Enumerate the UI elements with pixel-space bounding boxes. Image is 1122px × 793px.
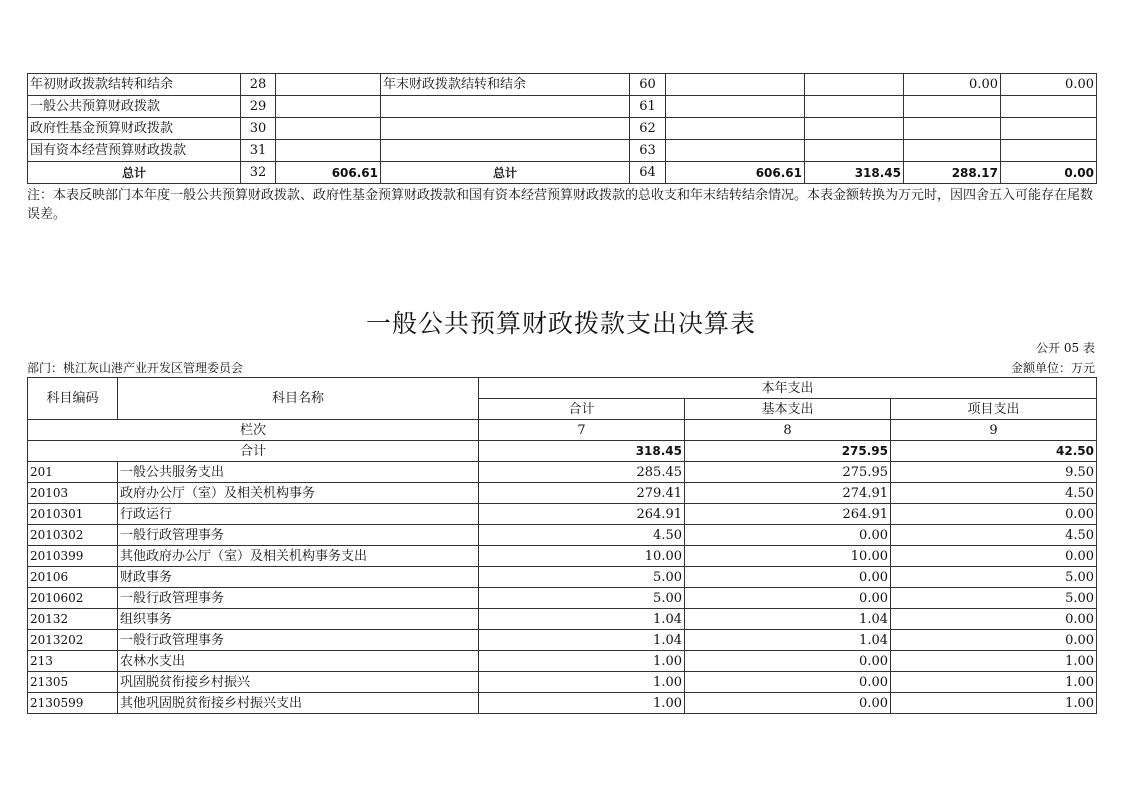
subject-name: 农林水支出: [118, 651, 479, 672]
expense-project: 4.50: [891, 483, 1097, 504]
table-row: [28, 567, 1097, 588]
expense-basic: 0.00: [685, 693, 891, 714]
subject-name: 其他巩固脱贫衔接乡村振兴支出: [118, 693, 479, 714]
subject-code: 2010302: [28, 525, 118, 546]
total-left-label: 总计: [28, 162, 241, 184]
amount-unit-label: 金额单位：万元: [1010, 361, 1095, 375]
department-label: 部门：桃江灰山港产业开发区管理委员会: [27, 361, 244, 375]
subject-code: 2130599: [28, 693, 118, 714]
amount-general: [805, 74, 904, 96]
total-left-amount: 606.61: [276, 162, 381, 184]
amount-general: [805, 96, 904, 118]
amount-total: [666, 118, 805, 140]
left-amount: [276, 74, 381, 96]
subject-name: 财政事务: [118, 567, 479, 588]
subject-code: 20106: [28, 567, 118, 588]
expense-total: 285.45: [479, 462, 685, 483]
subject-name: 政府办公厅（室）及相关机构事务: [118, 483, 479, 504]
subject-name: 一般行政管理事务: [118, 588, 479, 609]
left-line-no: 29: [241, 96, 276, 118]
header-subject-code: 科目编码: [28, 378, 118, 420]
expense-basic: 0.00: [685, 588, 891, 609]
income-expense-summary-table: [27, 73, 1097, 184]
expense-total: 1.00: [479, 651, 685, 672]
expense-project: 0.00: [891, 630, 1097, 651]
right-line-no: 60: [630, 74, 666, 96]
subject-code: 20103: [28, 483, 118, 504]
amount-general: [805, 140, 904, 162]
expense-basic: 275.95: [685, 462, 891, 483]
expense-project: 1.00: [891, 651, 1097, 672]
expense-basic: 264.91: [685, 504, 891, 525]
amount-capital: 0.00: [1001, 74, 1097, 96]
table-row: [28, 609, 1097, 630]
amount-fund: 0.00: [904, 74, 1001, 96]
subject-code: 2010301: [28, 504, 118, 525]
left-label: 一般公共预算财政拨款: [28, 96, 241, 118]
table-row: [28, 693, 1097, 714]
amount-general: [805, 118, 904, 140]
left-line-no: 31: [241, 140, 276, 162]
expense-total: 4.50: [479, 525, 685, 546]
amount-total: [666, 140, 805, 162]
column-index-basic: 8: [685, 420, 891, 441]
total-amount-total: 606.61: [666, 162, 805, 184]
left-label: 年初财政拨款结转和结余: [28, 74, 241, 96]
amount-capital: [1001, 96, 1097, 118]
subject-code: 213: [28, 651, 118, 672]
subject-code: 20132: [28, 609, 118, 630]
expense-project: 0.00: [891, 609, 1097, 630]
amount-fund: [904, 118, 1001, 140]
left-amount: [276, 140, 381, 162]
total-right-label: 总计: [381, 162, 630, 184]
table-row: [28, 504, 1097, 525]
sum-total: 318.45: [479, 441, 685, 462]
table-row: [28, 483, 1097, 504]
column-index-project: 9: [891, 420, 1097, 441]
left-line-no: 30: [241, 118, 276, 140]
subject-name: 其他政府办公厅（室）及相关机构事务支出: [118, 546, 479, 567]
expense-total: 279.41: [479, 483, 685, 504]
total-left-line-no: 32: [241, 162, 276, 184]
amount-fund: [904, 96, 1001, 118]
expense-project: 1.00: [891, 693, 1097, 714]
total-row: [28, 162, 1097, 184]
expense-project: 5.00: [891, 567, 1097, 588]
subject-name: 一般行政管理事务: [118, 525, 479, 546]
table-row: [28, 462, 1097, 483]
expense-basic: 0.00: [685, 567, 891, 588]
subject-name: 行政运行: [118, 504, 479, 525]
report-title: 一般公共预算财政拨款支出决算表: [365, 309, 756, 338]
table-row: [28, 140, 1097, 162]
sum-basic: 275.95: [685, 441, 891, 462]
table-row: [28, 651, 1097, 672]
expense-total: 1.04: [479, 630, 685, 651]
header-total: 合计: [479, 399, 685, 420]
left-label: 政府性基金预算财政拨款: [28, 118, 241, 140]
amount-fund: [904, 140, 1001, 162]
amount-total: [666, 74, 805, 96]
header-project: 项目支出: [891, 399, 1097, 420]
expense-basic: 0.00: [685, 672, 891, 693]
total-amount-fund: 288.17: [904, 162, 1001, 184]
subject-name: 一般行政管理事务: [118, 630, 479, 651]
expenditure-table: [27, 377, 1097, 714]
amount-capital: [1001, 140, 1097, 162]
expense-total: 5.00: [479, 588, 685, 609]
expense-total: 10.00: [479, 546, 685, 567]
right-label: [381, 118, 630, 140]
amount-capital: [1001, 118, 1097, 140]
expense-project: 0.00: [891, 504, 1097, 525]
expense-total: 1.00: [479, 672, 685, 693]
subject-code: 2013202: [28, 630, 118, 651]
right-line-no: 62: [630, 118, 666, 140]
table-row: [28, 672, 1097, 693]
summary-table-body: [28, 74, 1097, 184]
subject-code: 201: [28, 462, 118, 483]
expense-project: 9.50: [891, 462, 1097, 483]
table-row: [28, 630, 1097, 651]
total-right-line-no: 64: [630, 162, 666, 184]
expense-basic: 0.00: [685, 525, 891, 546]
table-row: [28, 588, 1097, 609]
right-label: 年末财政拨款结转和结余: [381, 74, 630, 96]
right-line-no: 63: [630, 140, 666, 162]
expense-basic: 10.00: [685, 546, 891, 567]
column-index-total: 7: [479, 420, 685, 441]
table-note: 注：本表反映部门本年度一般公共预算财政拨款、政府性基金预算财政拨款和国有资本经营预算财政拨款的总收支和年末结转结余情况。本表金额转换为万元时，因四舍五入可能存在尾数误差。: [27, 188, 1094, 222]
expense-total: 5.00: [479, 567, 685, 588]
right-line-no: 61: [630, 96, 666, 118]
amount-total: [666, 96, 805, 118]
header-subject-name: 科目名称: [118, 378, 479, 420]
sum-project: 42.50: [891, 441, 1097, 462]
right-label: [381, 140, 630, 162]
expense-project: 5.00: [891, 588, 1097, 609]
column-index-label: 栏次: [28, 420, 479, 441]
table-row: [28, 96, 1097, 118]
sum-row-label: 合计: [28, 441, 479, 462]
subject-code: 2010399: [28, 546, 118, 567]
left-amount: [276, 118, 381, 140]
expense-total: 1.00: [479, 693, 685, 714]
subject-code: 21305: [28, 672, 118, 693]
total-amount-general: 318.45: [805, 162, 904, 184]
subject-code: 2010602: [28, 588, 118, 609]
expense-basic: 0.00: [685, 651, 891, 672]
table-number: 公开 05 表: [1036, 341, 1095, 355]
expense-project: 0.00: [891, 546, 1097, 567]
expense-total: 264.91: [479, 504, 685, 525]
table-row: [28, 118, 1097, 140]
subject-name: 一般公共服务支出: [118, 462, 479, 483]
left-amount: [276, 96, 381, 118]
table-row: [28, 74, 1097, 96]
total-amount-capital: 0.00: [1001, 162, 1097, 184]
expenditure-table-body: [28, 462, 1097, 714]
expense-basic: 1.04: [685, 609, 891, 630]
header-basic: 基本支出: [685, 399, 891, 420]
expense-project: 1.00: [891, 672, 1097, 693]
left-line-no: 28: [241, 74, 276, 96]
left-label: 国有资本经营预算财政拨款: [28, 140, 241, 162]
expense-basic: 1.04: [685, 630, 891, 651]
table-row: [28, 525, 1097, 546]
header-current-year-expense: 本年支出: [479, 378, 1097, 399]
expense-project: 4.50: [891, 525, 1097, 546]
right-label: [381, 96, 630, 118]
subject-name: 组织事务: [118, 609, 479, 630]
expense-basic: 274.91: [685, 483, 891, 504]
expense-total: 1.04: [479, 609, 685, 630]
table-row: [28, 546, 1097, 567]
subject-name: 巩固脱贫衔接乡村振兴: [118, 672, 479, 693]
